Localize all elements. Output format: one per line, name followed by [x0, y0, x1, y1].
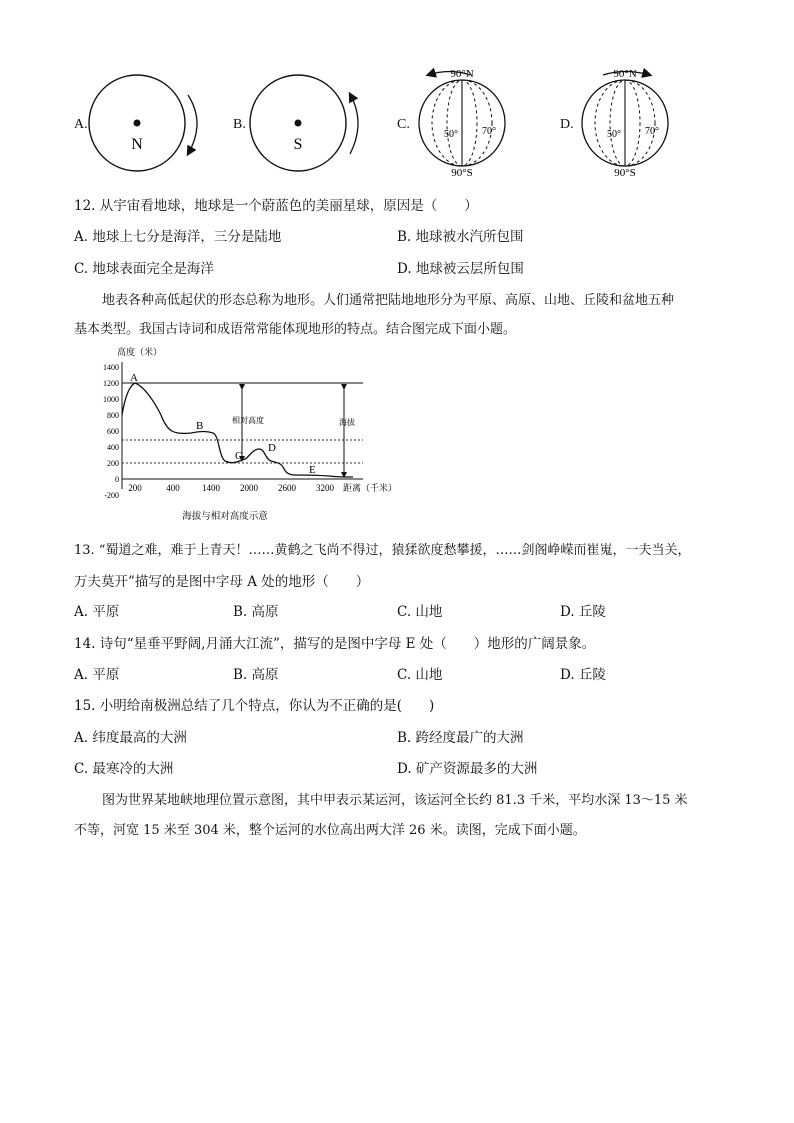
option-b-letter: B. [233, 117, 246, 132]
chart-y-tick-label: 0 [115, 475, 119, 484]
globe-c-top-label: 90°N [450, 68, 474, 80]
chart-x-tick-label: 2600 [278, 483, 296, 493]
globe-figures [0, 60, 794, 185]
globe-c-bottom-label: 90°S [451, 167, 473, 179]
intro2-line2: 不等，河宽 15 米至 304 米，整个运河的水位高出两大洋 26 米。读图，完成下面小题。 [74, 823, 586, 838]
rotation-arrow-icon [350, 94, 358, 154]
altitude-chart [95, 345, 415, 525]
rotation-arrow-icon [188, 95, 197, 154]
option-d-letter: D. [560, 117, 574, 132]
q12-option-c: C. 地球表面完全是海洋 [74, 261, 214, 277]
chart-x-tick-label: 3200 [316, 483, 334, 493]
globe-a-pole-label: N [131, 136, 143, 153]
q15-option-c: C. 最寒冷的大洲 [74, 761, 174, 777]
relative-height-label: 相对高度 [232, 416, 264, 425]
q13-stem-line2: 万夫莫开”描写的是图中字母 A 处的地形（ ） [74, 574, 370, 590]
chart-y-tick-label: 800 [107, 411, 119, 420]
globe-d-lat1: 50° [607, 129, 621, 140]
chart-point-a: A [130, 372, 138, 384]
q14-option-d: D. 丘陵 [560, 667, 606, 683]
q15-stem: 15. 小明给南极洲总结了几个特点，你认为不正确的是( ) [74, 698, 435, 714]
globe-d-lat2: 70° [645, 126, 659, 137]
option-c-letter: C. [397, 117, 410, 132]
chart-y-tick-label: 400 [107, 443, 119, 452]
globe-b-pole-label: S [293, 136, 303, 153]
chart-x-tick-label: 2000 [240, 483, 258, 493]
q12-option-d: D. 地球被云层所包围 [397, 261, 524, 277]
chart-y-tick-label: 1200 [103, 379, 119, 388]
option-a-letter: A. [74, 117, 88, 132]
globe-d-side-view [582, 68, 668, 179]
intro2-line1: 图为世界某地峡地理位置示意图，其中甲表示某运河，该运河全长约 81.3 千米，平均水深 13～15 米 [102, 793, 688, 808]
chart-y-tick-label: 1000 [103, 395, 119, 404]
chart-title: 海拔与相对高度示意 [182, 512, 268, 522]
chart-xlabel: 距离（千米） [343, 483, 398, 493]
q13-option-a: A. 平原 [74, 604, 120, 620]
chart-x-tick-label: 400 [166, 483, 180, 493]
q14-option-b: B. 高原 [233, 667, 279, 683]
q14-option-a: A. 平原 [74, 667, 120, 683]
chart-ylabel: 高度（米） [117, 347, 163, 357]
globe-d-top-label: 90°N [613, 68, 637, 80]
q15-option-d: D. 矿产资源最多的大洲 [397, 761, 538, 777]
q15-option-a: A. 纬度最高的大洲 [74, 730, 187, 746]
q12-option-b: B. 地球被水汽所包围 [397, 229, 524, 245]
q14-stem: 14. 诗句“星垂平野阔,月涌大江流”，描写的是图中字母 E 处（ ）地形的广阔景象。 [74, 636, 596, 652]
chart-point-e: E [309, 464, 316, 476]
chart-x-ticks [128, 483, 334, 493]
chart-y-tick-label: 200 [107, 459, 119, 468]
q13-option-c: C. 山地 [397, 604, 443, 620]
globe-c-lat1: 50° [444, 129, 458, 140]
q13-stem-line1: 13. “蜀道之难，难于上青天！……黄鹤之飞尚不得过，猿猱欲度愁攀援，……剑阁峥嵘而崔嵬，一夫当关， [74, 543, 691, 558]
q15-option-b: B. 跨经度最广的大洲 [397, 730, 524, 746]
q13-option-d: D. 丘陵 [560, 604, 606, 620]
altitude-label: 海拔 [339, 418, 355, 427]
chart-point-b: B [196, 420, 204, 432]
chart-y-ticks [103, 363, 119, 500]
chart-x-tick-label: 200 [128, 483, 142, 493]
q13-option-b: B. 高原 [233, 604, 279, 620]
globe-d-bottom-label: 90°S [614, 167, 636, 179]
chart-y-tick-label: 1400 [103, 363, 119, 372]
q12-stem: 12. 从宇宙看地球，地球是一个蔚蓝色的美丽星球，原因是（ ） [74, 198, 478, 214]
q12-option-a: A. 地球上七分是海洋，三分是陆地 [74, 229, 282, 245]
chart-point-c: C [235, 450, 243, 462]
chart-x-tick-label: 1400 [202, 483, 220, 493]
q14-option-c: C. 山地 [397, 667, 443, 683]
chart-point-d: D [268, 442, 276, 454]
intro1-line2: 基本类型。我国古诗词和成语常常能体现地形的特点。结合图完成下面小题。 [74, 322, 517, 337]
chart-y-tick-label: 600 [107, 427, 119, 436]
globe-c-lat2: 70° [482, 126, 496, 137]
globe-c-side-view [419, 68, 505, 179]
chart-y-tick-label: -200 [104, 491, 119, 500]
intro1-line1: 地表各种高低起伏的形态总称为地形。人们通常把陆地地形分为平原、高原、山地、丘陵和盆地五种 [102, 293, 675, 308]
globe-b-polar-south [250, 75, 358, 171]
globe-a-polar-north [89, 75, 197, 171]
